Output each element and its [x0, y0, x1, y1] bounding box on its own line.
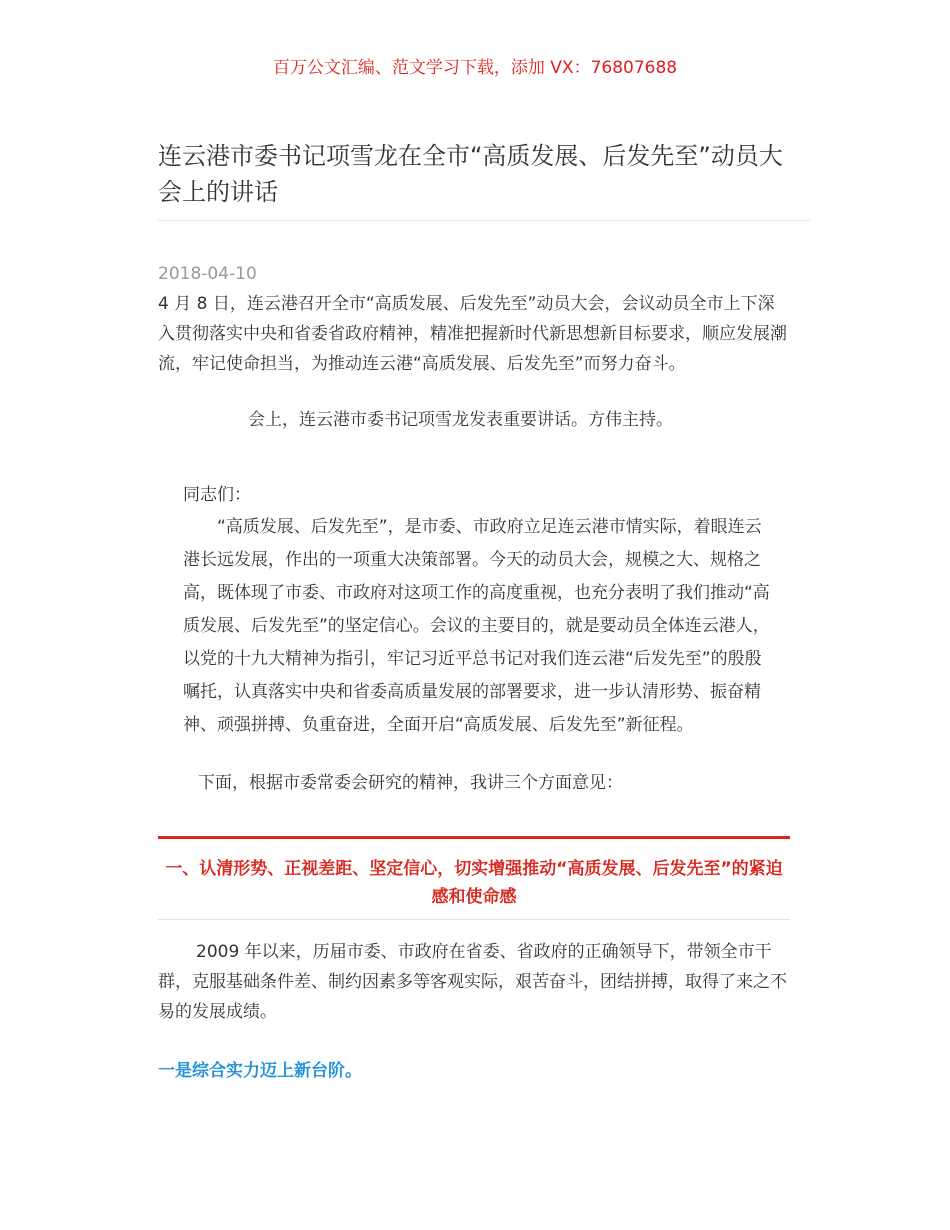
- speech-intro-line: 下面，根据市委常委会研究的精神，我讲三个方面意见：: [198, 773, 623, 793]
- promo-banner: 百万公文汇编、范文学习下载，添加 VX：76807688: [272, 58, 678, 78]
- section-top-rule: [158, 836, 790, 839]
- speech-body-paragraph: “高质发展、后发先至”，是市委、市政府立足连云港市情实际，着眼连云港长远发展，作出的一项重大决策部署。今天的动员大会，规模之大、规格之高，既体现了市委、市政府对这项工作的高度重视，也充分表明了我们推动“高质发展、后发先至”的坚定信心。会议的主要目的，就是要动员全体连云港人，以党的十九大精神为指引，牢记习近平总书记对我们连云港“后发先至”的殷殷嘱托，认真落实中央和省委高质量发展的部署要求，进一步认清形势、振奋精神、顽强拼搏、负重奋进，全面开启“高质发展、后发先至”新征程。: [183, 517, 770, 735]
- lead-paragraph: 4 月 8 日，连云港召开全市“高质发展、后发先至”动员大会，会议动员全市上下深入贯彻落实中央和省委省政府精神，精准把握新时代新思想新目标要求，顺应发展潮流，牢记使命担当，为推动连云港“高质发展、后发先至”而努力奋斗。: [158, 294, 787, 374]
- section-bottom-rule: [158, 919, 790, 920]
- lead-subparagraph: 会上，连云港市委书记项雪龙发表重要讲话。方伟主持。: [248, 410, 673, 430]
- page-title: 连云港市委书记项雪龙在全市“高质发展、后发先至”动员大会上的讲话: [158, 142, 783, 206]
- subsection-heading: 一是综合实力迈上新台阶。: [158, 1061, 362, 1081]
- publish-date: 2018-04-10: [158, 264, 257, 284]
- title-divider: [158, 220, 810, 221]
- section-paragraph: 2009 年以来，历届市委、市政府在省委、省政府的正确领导下，带领全市干群，克服基础条件差、制约因素多等客观实际，艰苦奋斗，团结拼搏，取得了来之不易的发展成绩。: [158, 942, 787, 1022]
- speech-salutation: 同志们：: [183, 485, 251, 505]
- section-heading: 一、认清形势、正视差距、坚定信心，切实增强推动“高质发展、后发先至”的紧迫感和使命感: [165, 859, 783, 907]
